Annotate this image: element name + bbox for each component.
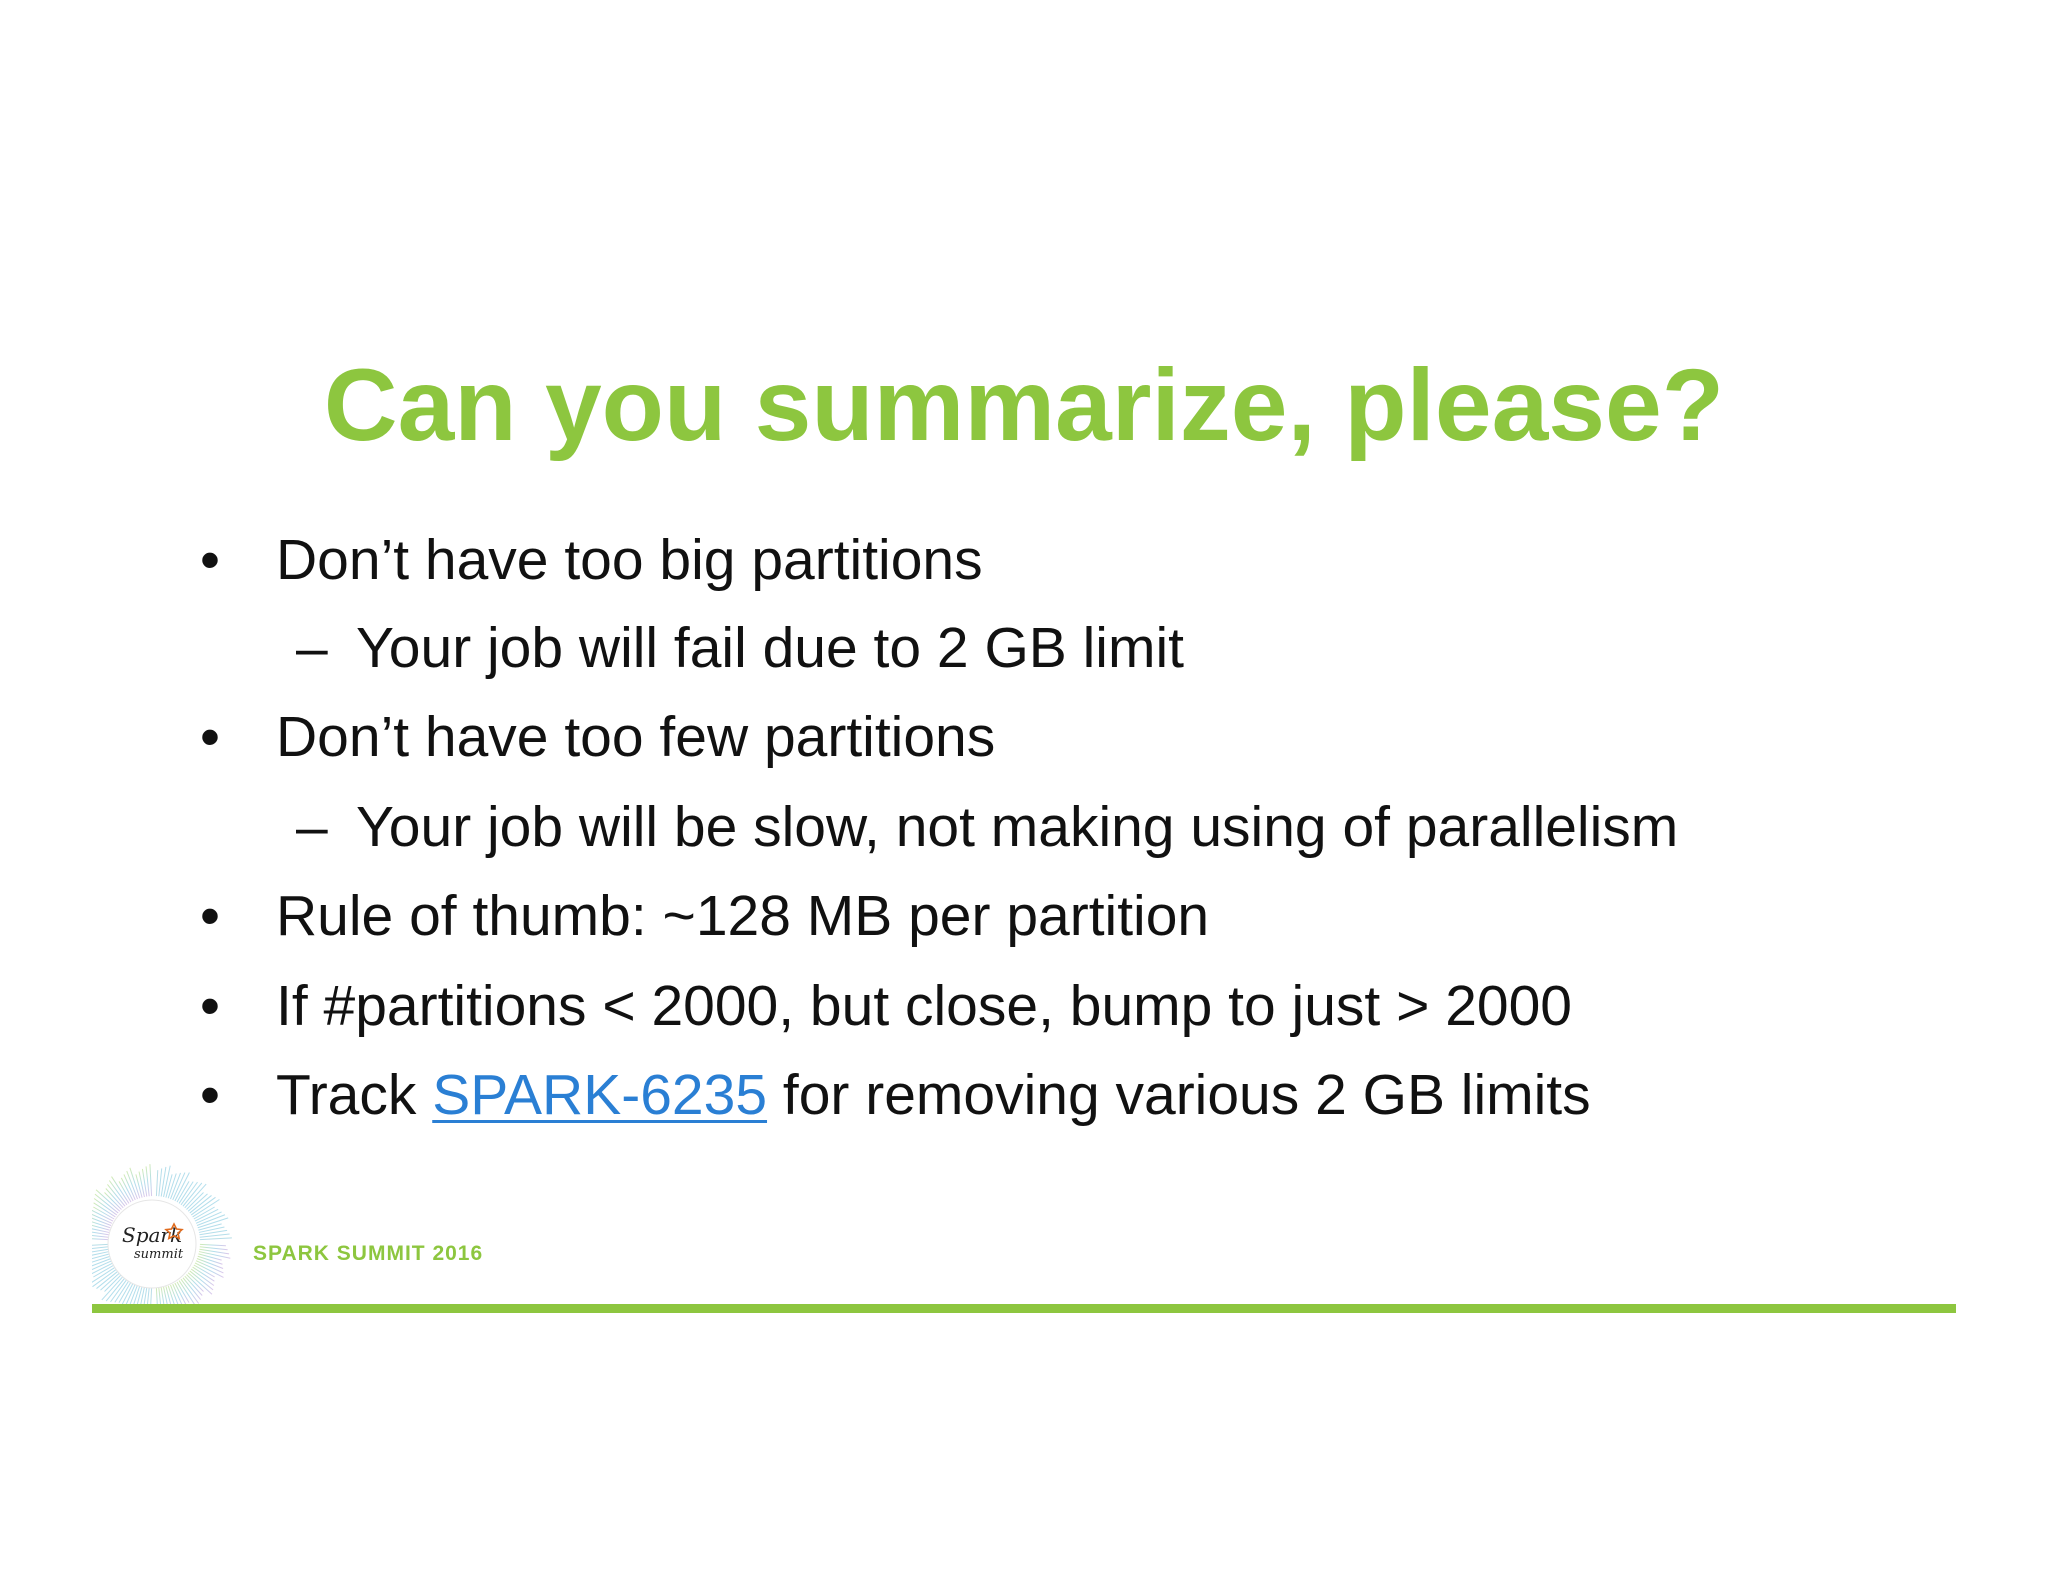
dash-icon: –: [296, 795, 328, 859]
bullet-icon: •: [200, 884, 220, 948]
logo-ray: [105, 1193, 122, 1210]
logo-ray: [105, 1275, 122, 1292]
logo-ray: [166, 1174, 172, 1197]
spark-summit-logo: [92, 1152, 250, 1310]
logo-ray: [156, 1170, 157, 1196]
footer-divider: [92, 1304, 1956, 1313]
logo-word-bottom: summit: [134, 1247, 184, 1262]
logo-ray: [198, 1224, 221, 1230]
logo-ray: [200, 1244, 226, 1245]
spark-6235-link[interactable]: SPARK-6235: [432, 1063, 768, 1127]
bullet-icon: •: [200, 705, 220, 769]
logo-ray: [198, 1254, 221, 1260]
dash-icon: –: [296, 616, 328, 680]
bullet-icon: •: [200, 974, 220, 1038]
bullet-text: Rule of thumb: ~128 MB per partition: [276, 884, 1210, 948]
bullet-text: If #partitions < 2000, but close, bump to just > 2000: [276, 974, 1572, 1038]
sub-bullet-text: Your job will fail due to 2 GB limit: [356, 616, 1184, 680]
logo-ray: [200, 1247, 228, 1250]
bullet-text: Don’t have too big partitions: [276, 528, 983, 592]
bullet-text: Don’t have too few partitions: [276, 705, 996, 769]
logo-ray: [92, 1238, 108, 1239]
logo-burst-icon: [92, 1152, 250, 1310]
bullet-text-before: Track: [276, 1063, 433, 1127]
sub-bullet-text: Your job will be slow, not making using of parallelism: [356, 795, 1679, 859]
bullet-icon: •: [200, 528, 220, 592]
logo-ray: [136, 1174, 142, 1197]
bullet-icon: •: [200, 1063, 220, 1127]
bullet-text-after: for removing various 2 GB limits: [767, 1063, 1591, 1127]
event-name: SPARK SUMMIT 2016: [253, 1242, 484, 1265]
logo-ray: [92, 1244, 108, 1246]
bullet-text: [276, 1060, 1591, 1130]
logo-ray: [92, 1258, 111, 1269]
slide-title: Can you summarize, please?: [323, 348, 1725, 462]
logo-ray: [187, 1275, 204, 1292]
logo-word-top: Spark: [122, 1223, 183, 1247]
logo-ray: [150, 1164, 152, 1196]
logo-ray: [159, 1168, 162, 1196]
logo-ray: [187, 1193, 204, 1210]
logo-ray: [200, 1238, 232, 1240]
logo-ray: [92, 1215, 111, 1225]
